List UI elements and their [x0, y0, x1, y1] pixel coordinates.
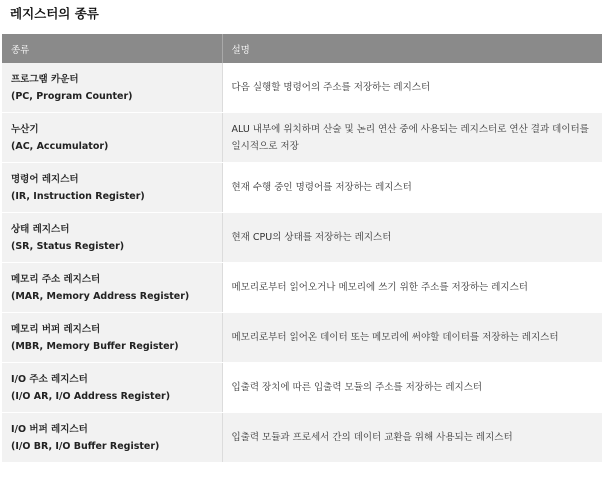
register-description: 입출력 장치에 따른 입출력 모듈의 주소를 저장하는 레지스터	[222, 363, 602, 413]
register-abbreviation: (MBR, Memory Buffer Register)	[11, 340, 179, 352]
register-name: 메모리 주소 레지스터	[11, 273, 101, 285]
register-name-cell	[2, 113, 222, 163]
register-description: ALU 내부에 위치하며 산술 및 논리 연산 중에 사용되는 레지스터로 연산 결과 데이터를 일시적으로 저장	[222, 113, 602, 163]
register-abbreviation: (SR, Status Register)	[11, 240, 125, 252]
register-description: 현재 수행 중인 명령어를 저장하는 레지스터	[222, 163, 602, 213]
register-abbreviation: (IR, Instruction Register)	[11, 190, 145, 202]
register-name: 메모리 버퍼 레지스터	[11, 323, 101, 335]
table-row	[2, 163, 602, 213]
register-name-cell	[2, 413, 222, 463]
register-abbreviation: (AC, Accumulator)	[11, 140, 109, 152]
register-description: 메모리로부터 읽어오거나 메모리에 쓰기 위한 주소를 저장하는 레지스터	[222, 263, 602, 313]
register-name: I/O 주소 레지스터	[11, 373, 88, 385]
column-header-description: 설명	[222, 34, 602, 63]
register-name-cell	[2, 263, 222, 313]
register-name: 상태 레지스터	[11, 223, 70, 235]
register-abbreviation: (I/O AR, I/O Address Register)	[11, 390, 171, 402]
table-row	[2, 413, 602, 463]
register-name-cell	[2, 63, 222, 113]
register-name-cell	[2, 313, 222, 363]
table-row	[2, 63, 602, 113]
register-description: 메모리로부터 읽어온 데이터 또는 메모리에 써야할 데이터를 저장하는 레지스터	[222, 313, 602, 363]
table-row	[2, 213, 602, 263]
register-table	[2, 34, 602, 463]
table-row	[2, 313, 602, 363]
register-name-cell	[2, 213, 222, 263]
table-row	[2, 363, 602, 413]
register-name: 누산기	[11, 123, 39, 135]
column-header-type: 종류	[2, 34, 222, 63]
table-header-row	[2, 34, 602, 63]
table-row	[2, 263, 602, 313]
register-abbreviation: (MAR, Memory Address Register)	[11, 290, 190, 302]
register-name-cell	[2, 363, 222, 413]
register-description: 입출력 모듈과 프로세서 간의 데이터 교환을 위해 사용되는 레지스터	[222, 413, 602, 463]
register-abbreviation: (PC, Program Counter)	[11, 90, 133, 102]
register-name: 명령어 레지스터	[11, 173, 79, 185]
page-title: 레지스터의 종류	[10, 6, 99, 21]
register-description: 현재 CPU의 상태를 저장하는 레지스터	[222, 213, 602, 263]
register-abbreviation: (I/O BR, I/O Buffer Register)	[11, 440, 160, 452]
register-name: I/O 버퍼 레지스터	[11, 423, 88, 435]
register-name-cell	[2, 163, 222, 213]
register-name: 프로그램 카운터	[11, 73, 79, 85]
table-row	[2, 113, 602, 163]
register-description: 다음 실행할 명령어의 주소를 저장하는 레지스터	[222, 63, 602, 113]
